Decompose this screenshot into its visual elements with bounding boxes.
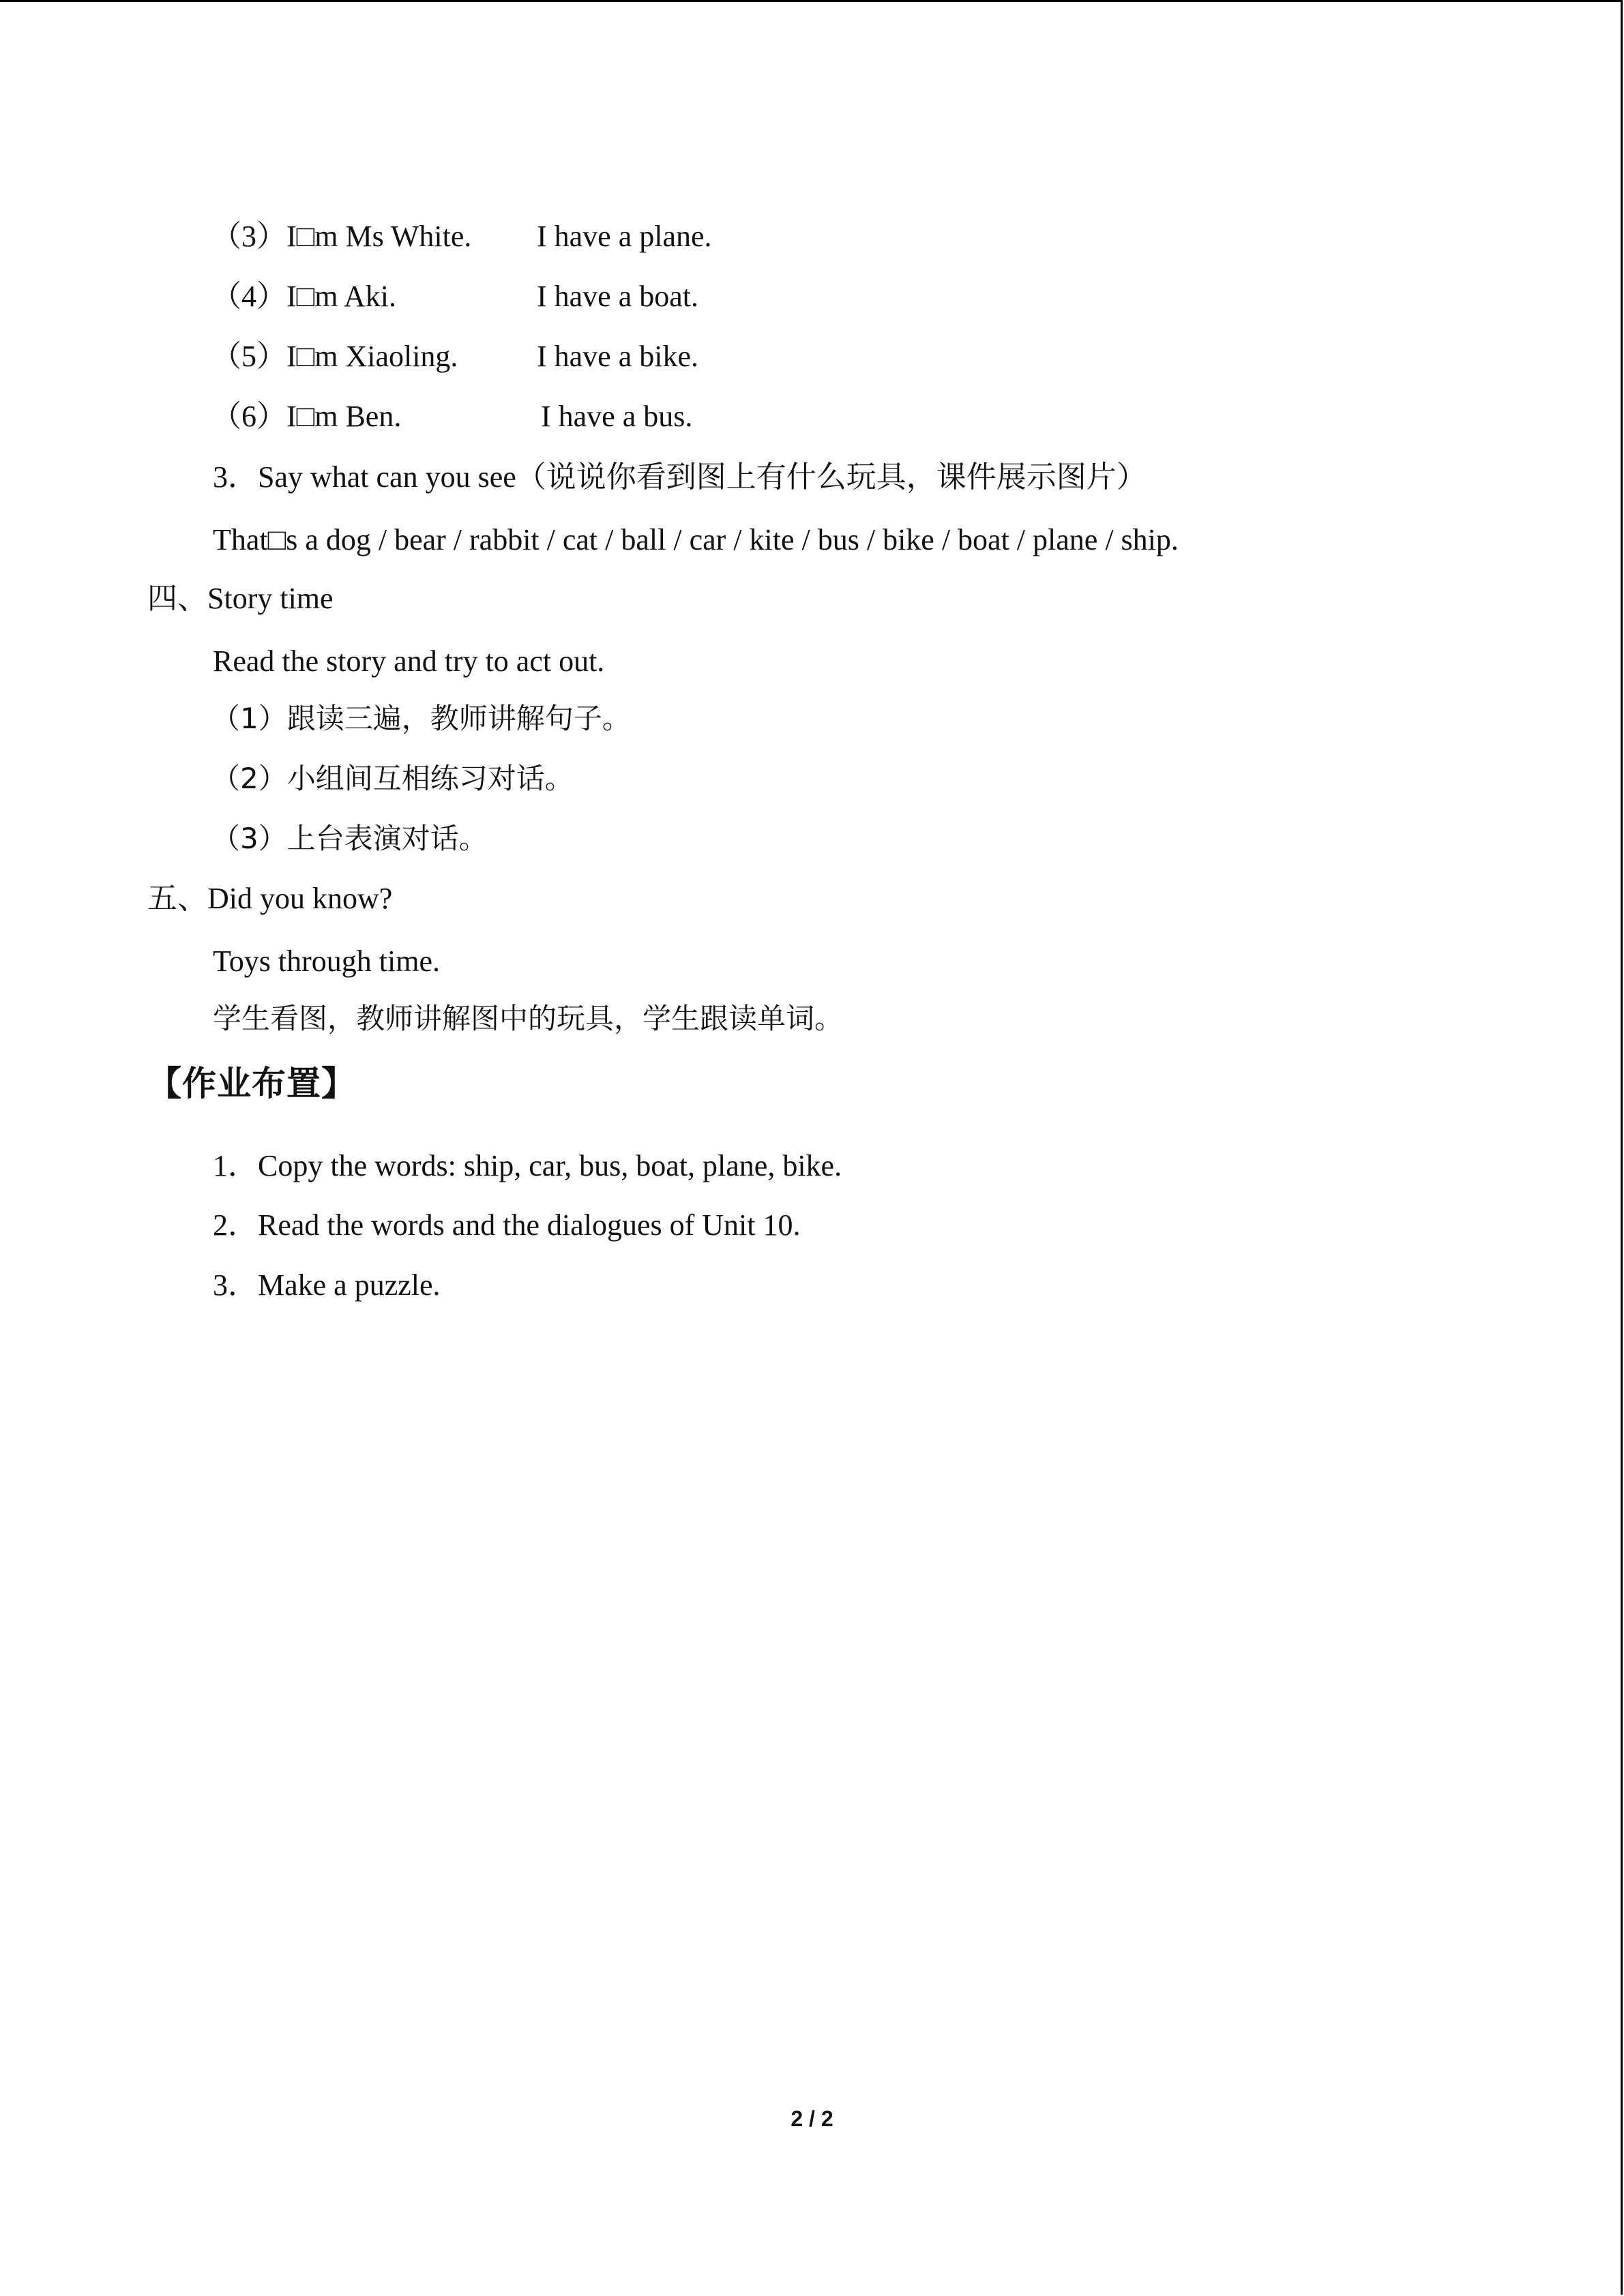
section-four-title: 四、Story time (147, 582, 334, 615)
section-four-step-3: （3）上台表演对话。 (211, 822, 488, 855)
homework-item-2: 2．Read the words and the dialogues of Unit 10. (213, 1208, 801, 1242)
dialogue-line-3-item: I have a plane. (537, 220, 712, 253)
dialogue-line-6-name: （6）I□m Ben. (211, 400, 402, 433)
dialogue-line-4-item: I have a boat. (537, 280, 698, 313)
dialogue-line-5-name: （5）I□m Xiaoling. (211, 340, 458, 373)
homework-item-1: 1．Copy the words: ship, car, bus, boat, plane, bike. (213, 1149, 842, 1182)
section-four-step-1: （1）跟读三遍，教师讲解句子。 (211, 702, 631, 735)
dialogue-line-6-item: I have a bus. (541, 400, 693, 433)
section-four-step-2: （2）小组间互相练习对话。 (211, 762, 574, 795)
that-sentence: That□s a dog / bear / rabbit / cat / ball / car / kite / bus / bike / boat / plane / ship. (213, 523, 1179, 556)
dialogue-line-3-name: （3）I□m Ms White. (211, 220, 472, 253)
section-five-note: 学生看图，教师讲解图中的玩具，学生跟读单词。 (213, 1002, 844, 1035)
dialogue-line-5-item: I have a bike. (537, 340, 698, 373)
homework-heading: 【作业布置】 (147, 1064, 356, 1103)
dialogue-line-4-name: （4）I□m Aki. (211, 280, 397, 313)
section-five-title: 五、Did you know? (147, 882, 393, 915)
homework-item-3: 3．Make a puzzle. (213, 1268, 441, 1302)
section-four-intro: Read the story and try to act out. (213, 644, 605, 678)
section-five-intro: Toys through time. (213, 944, 441, 978)
say-what-item: 3．Say what can you see（说说你看到图上有什么玩具，课件展示图片） (213, 460, 1147, 494)
page-number: 2 / 2 (791, 2106, 833, 2131)
